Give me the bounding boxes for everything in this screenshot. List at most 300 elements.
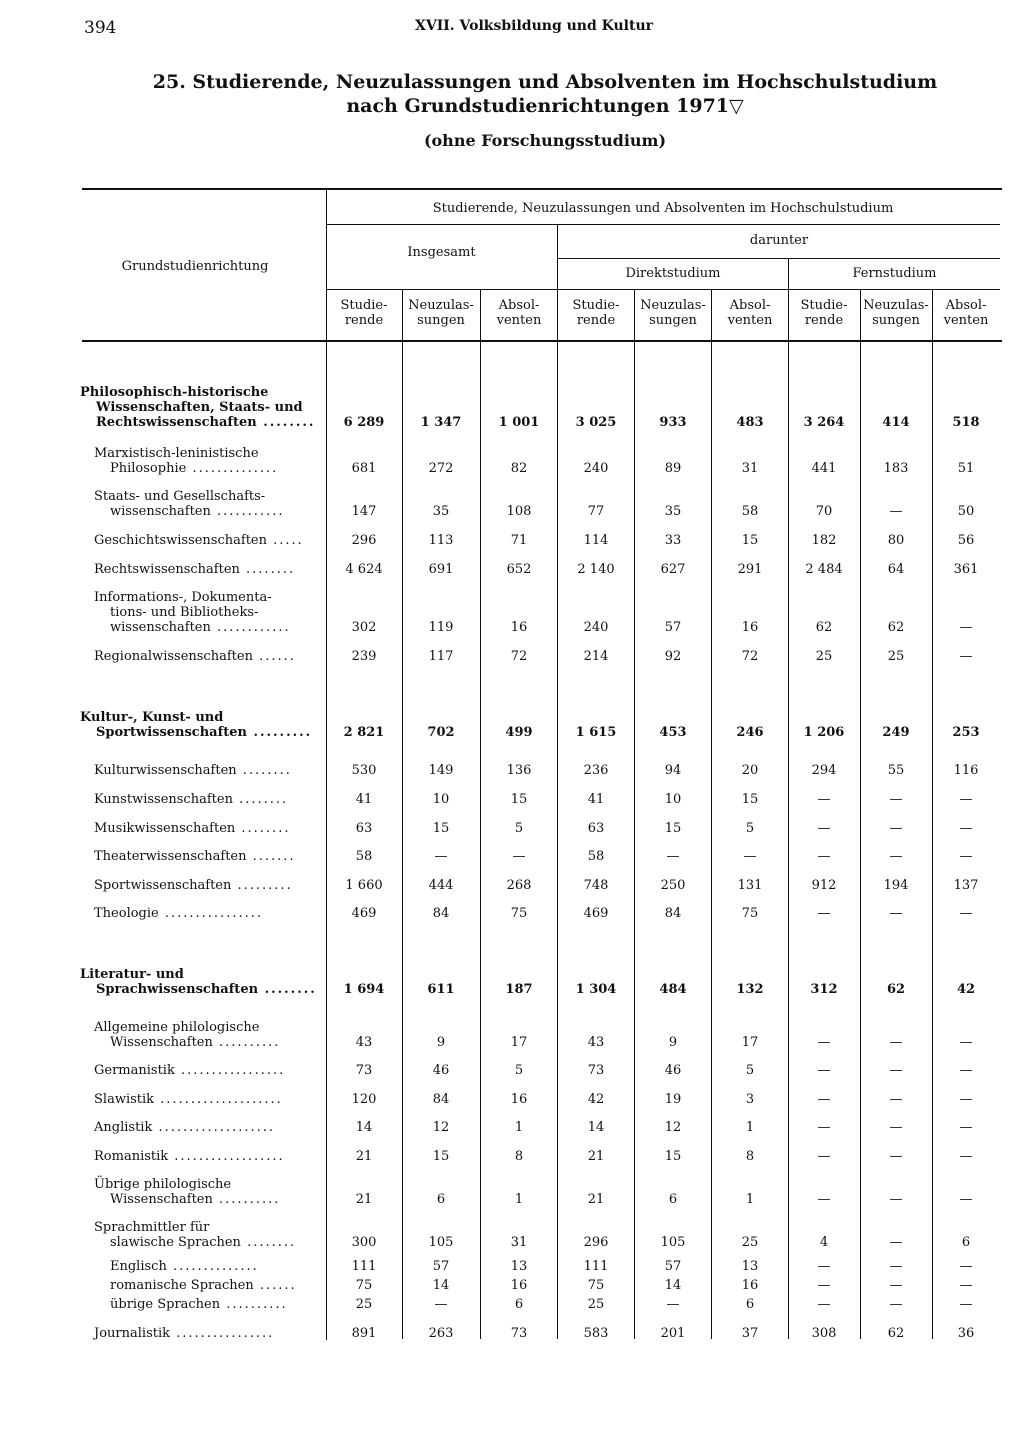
table-cell: 6	[961, 1235, 971, 1250]
table-cell: 1 615	[575, 725, 617, 740]
table-cell: 84	[664, 906, 682, 921]
table-cell: 63	[355, 821, 373, 836]
table-cell: 891	[351, 1326, 377, 1341]
table-cell: 21	[587, 1192, 605, 1207]
table-subtitle: (ohne Forschungsstudium)	[423, 131, 667, 150]
table-cell: 50	[957, 504, 975, 519]
row-label	[110, 1259, 259, 1274]
table-cell: 250	[660, 878, 686, 893]
table-cell: 16	[510, 1092, 528, 1107]
row-label-text: Musikwissenschaften	[94, 821, 236, 836]
table-cell: 312	[810, 982, 838, 997]
row-label	[110, 504, 284, 519]
table-cell: 1	[745, 1120, 755, 1135]
row-label	[110, 461, 278, 476]
table-cell: 10	[432, 792, 450, 807]
row-label	[94, 446, 259, 461]
table-cell: —	[817, 1278, 831, 1293]
table-cell: 46	[432, 1063, 450, 1078]
table-cell: 12	[432, 1120, 450, 1135]
table-cell: 58	[587, 849, 605, 864]
table-cell: 46	[664, 1063, 682, 1078]
table-cell: 41	[587, 792, 605, 807]
column-header-line: sungen	[872, 313, 920, 328]
row-label	[110, 620, 291, 635]
table-cell: 19	[664, 1092, 682, 1107]
row-label-text: Germanistik	[94, 1063, 175, 1078]
table-cell: 499	[505, 725, 533, 740]
row-label-text: Slawistik	[94, 1092, 155, 1107]
row-label	[94, 1092, 283, 1107]
leader-dots: ..........	[212, 1035, 281, 1050]
table-cell: 6	[514, 1297, 524, 1312]
column-header-line: Studie-	[800, 298, 848, 313]
row-label-text: Anglistik	[94, 1120, 153, 1135]
row-label	[94, 489, 265, 504]
table-cell: —	[817, 849, 831, 864]
row-label	[94, 562, 295, 577]
table-cell: 15	[510, 792, 528, 807]
table-cell: 75	[741, 906, 759, 921]
table-cell: —	[889, 906, 903, 921]
table-cell: 73	[587, 1063, 605, 1078]
table-cell: —	[666, 849, 680, 864]
table-cell: —	[817, 906, 831, 921]
table-cell: 13	[741, 1259, 759, 1274]
table-cell: 62	[887, 1326, 905, 1341]
table-cell: 15	[432, 821, 450, 836]
table-cell: 16	[510, 620, 528, 635]
table-cell: 1	[514, 1120, 524, 1135]
table-cell: 84	[432, 1092, 450, 1107]
table-cell: 132	[736, 982, 764, 997]
row-label-text: Theaterwissenschaften	[94, 849, 247, 864]
row-label	[80, 385, 268, 400]
table-cell: 308	[811, 1326, 837, 1341]
table-cell: 691	[428, 562, 454, 577]
table-cell: 108	[506, 504, 532, 519]
table-cell: 36	[957, 1326, 975, 1341]
table-cell: 51	[957, 461, 975, 476]
table-cell: 84	[432, 906, 450, 921]
leader-dots: ..............	[166, 1259, 259, 1274]
row-label-text: Wissenschaften	[110, 1192, 213, 1207]
table-cell: —	[959, 906, 973, 921]
table-cell: 25	[587, 1297, 605, 1312]
table-cell: —	[889, 504, 903, 519]
column-header-line: venten	[943, 313, 989, 328]
table-cell: —	[817, 1092, 831, 1107]
table-cell: 149	[428, 763, 454, 778]
table-cell: 35	[432, 504, 450, 519]
table-cell: 41	[355, 792, 373, 807]
table-cell: —	[959, 821, 973, 836]
table-cell: —	[959, 1035, 973, 1050]
table-cell: 15	[664, 1149, 682, 1164]
table-cell: 105	[428, 1235, 454, 1250]
leader-dots: ...........	[210, 504, 285, 519]
row-label	[94, 763, 292, 778]
table-cell: 77	[587, 504, 605, 519]
table-cell: 627	[660, 562, 686, 577]
leader-dots: ........	[232, 792, 289, 807]
table-cell: 933	[659, 415, 687, 430]
table-cell: 94	[664, 763, 682, 778]
table-cell: 912	[811, 878, 837, 893]
row-label	[94, 1149, 285, 1164]
table-cell: —	[889, 1259, 903, 1274]
table-cell: 17	[510, 1035, 528, 1050]
table-cell: 272	[428, 461, 454, 476]
table-cell: 469	[583, 906, 609, 921]
table-cell: 268	[506, 878, 532, 893]
table-cell: —	[817, 1120, 831, 1135]
row-label	[94, 821, 290, 836]
row-label	[94, 1120, 275, 1135]
row-label-text: Rechtswissenschaften	[96, 415, 257, 430]
table-cell: 113	[428, 533, 454, 548]
table-cell: 14	[432, 1278, 450, 1293]
row-label-text: Rechtswissenschaften	[94, 562, 240, 577]
table-cell: 10	[664, 792, 682, 807]
row-label-text: übrige Sprachen	[110, 1297, 221, 1312]
table-cell: —	[434, 1297, 448, 1312]
row-label	[96, 982, 317, 997]
table-cell: 89	[664, 461, 682, 476]
table-cell: 530	[351, 763, 377, 778]
table-cell: 114	[583, 533, 609, 548]
row-label-text: Sprachmittler für	[94, 1220, 210, 1235]
table-cell: 15	[432, 1149, 450, 1164]
table-cell: 1 347	[420, 415, 462, 430]
table-cell: 296	[351, 533, 377, 548]
table-title-line-2: nach Grundstudienrichtungen 1971▽	[346, 95, 744, 117]
table-cell: 483	[736, 415, 764, 430]
table-cell: 120	[351, 1092, 377, 1107]
table-cell: 58	[741, 504, 759, 519]
leader-dots: ..........	[212, 1192, 281, 1207]
table-cell: —	[959, 1120, 973, 1135]
table-cell: 33	[664, 533, 682, 548]
leader-dots: .........	[231, 878, 293, 893]
row-label	[94, 906, 263, 921]
table-cell: 2 821	[343, 725, 385, 740]
row-label	[110, 605, 258, 620]
table-cell: —	[743, 849, 757, 864]
table-cell: —	[889, 1235, 903, 1250]
row-label	[110, 1278, 297, 1293]
leader-dots: ..............	[186, 461, 279, 476]
table-cell: 183	[883, 461, 909, 476]
table-cell: 236	[583, 763, 609, 778]
table-cell: 201	[660, 1326, 686, 1341]
table-cell: 484	[659, 982, 687, 997]
column-header-line: Absol-	[498, 298, 540, 313]
row-label	[94, 1020, 259, 1035]
column-header-line: sungen	[417, 313, 465, 328]
table-cell: 702	[427, 725, 455, 740]
table-cell: 302	[351, 620, 377, 635]
darunter-header: darunter	[749, 233, 809, 248]
row-label	[80, 710, 223, 725]
row-label-text: romanische Sprachen	[110, 1278, 254, 1293]
column-header-line: venten	[496, 313, 542, 328]
table-cell: 239	[351, 649, 377, 664]
column-header-line: rende	[804, 313, 844, 328]
leader-dots: .........	[246, 725, 313, 740]
table-cell: 43	[355, 1035, 373, 1050]
leader-dots: ................	[158, 906, 263, 921]
row-label-text: Kunstwissenschaften	[94, 792, 233, 807]
table-cell: 42	[587, 1092, 605, 1107]
table-cell: 72	[510, 649, 528, 664]
table-cell: 296	[583, 1235, 609, 1250]
column-header-line: rende	[576, 313, 616, 328]
table-cell: 187	[505, 982, 533, 997]
table-cell: 63	[587, 821, 605, 836]
running-head: XVII. Volksbildung und Kultur	[414, 18, 654, 34]
table-cell: 8	[514, 1149, 524, 1164]
table-cell: —	[889, 849, 903, 864]
table-cell: 5	[514, 1063, 524, 1078]
table-cell: 1 660	[345, 878, 383, 893]
row-label	[96, 415, 315, 430]
table-cell: 64	[887, 562, 905, 577]
row-label	[94, 1063, 285, 1078]
column-header-line: venten	[727, 313, 773, 328]
table-cell: 240	[583, 620, 609, 635]
table-cell: 249	[882, 725, 910, 740]
table-cell: —	[959, 1259, 973, 1274]
table-cell: 16	[741, 620, 759, 635]
insgesamt-header: Insgesamt	[407, 245, 476, 260]
table-cell: 16	[741, 1278, 759, 1293]
table-cell: 5	[514, 821, 524, 836]
leader-dots: .......	[246, 849, 296, 864]
column-header-line: Studie-	[340, 298, 388, 313]
table-cell: 14	[587, 1120, 605, 1135]
table-cell: —	[512, 849, 526, 864]
table-cell: 263	[428, 1326, 454, 1341]
row-label	[110, 1035, 280, 1050]
stub-header: Grundstudienrichtung	[121, 259, 269, 274]
row-label-text: Staats- und Gesellschafts-	[94, 489, 266, 504]
table-cell: —	[959, 792, 973, 807]
table-cell: 9	[436, 1035, 446, 1050]
table-cell: 21	[355, 1149, 373, 1164]
table-cell: —	[959, 1192, 973, 1207]
table-cell: 31	[741, 461, 759, 476]
table-cell: 240	[583, 461, 609, 476]
table-cell: 15	[664, 821, 682, 836]
row-label-text: Sprachwissenschaften	[96, 982, 259, 997]
leader-dots: ........	[235, 821, 291, 836]
table-cell: 75	[587, 1278, 605, 1293]
row-label	[94, 878, 293, 893]
table-cell: 62	[815, 620, 833, 635]
column-header-line: Neuzulas-	[640, 298, 706, 313]
row-label	[94, 1326, 274, 1341]
table-cell: 6 289	[343, 415, 385, 430]
row-label-text: Übrige philologische	[94, 1177, 232, 1192]
table-cell: 611	[427, 982, 455, 997]
table-cell: 748	[583, 878, 609, 893]
table-cell: 73	[355, 1063, 373, 1078]
spanner-header: Studierende, Neuzulassungen und Absolventen im Hochschulstudium	[432, 201, 894, 216]
table-cell: 13	[510, 1259, 528, 1274]
table-cell: 92	[664, 649, 682, 664]
table-cell: 25	[887, 649, 905, 664]
table-cell: 5	[745, 1063, 755, 1078]
table-cell: 3 264	[803, 415, 845, 430]
table-cell: 14	[355, 1120, 373, 1135]
table-cell: 15	[741, 792, 759, 807]
row-label-text: wissenschaften	[110, 620, 211, 635]
row-label-text: Kultur-, Kunst- und	[80, 710, 224, 725]
table-cell: 6	[668, 1192, 678, 1207]
table-cell: 136	[506, 763, 532, 778]
column-header-line: Absol-	[729, 298, 771, 313]
table-cell: 111	[351, 1259, 377, 1274]
table-cell: 3	[745, 1092, 755, 1107]
leader-dots: .................	[174, 1063, 286, 1078]
table-cell: 62	[886, 982, 906, 997]
row-label	[94, 590, 272, 605]
table-cell: 518	[952, 415, 980, 430]
table-cell: 469	[351, 906, 377, 921]
table-cell: 25	[355, 1297, 373, 1312]
row-label-text: Englisch	[110, 1259, 167, 1274]
table-cell: 42	[956, 982, 976, 997]
table-cell: —	[817, 1259, 831, 1274]
table-cell: 57	[432, 1259, 450, 1274]
leader-dots: ........	[258, 982, 317, 997]
table-cell: —	[959, 620, 973, 635]
table-cell: —	[889, 1120, 903, 1135]
row-label	[94, 1220, 209, 1235]
row-label-text: Sportwissenschaften	[96, 725, 247, 740]
leader-dots: ......	[252, 649, 296, 664]
leader-dots: ................	[170, 1326, 275, 1341]
row-label	[94, 1177, 231, 1192]
table-cell: —	[434, 849, 448, 864]
table-cell: —	[817, 821, 831, 836]
table-cell: 1 694	[343, 982, 385, 997]
direkt-header: Direktstudium	[625, 266, 721, 281]
table-cell: 6	[436, 1192, 446, 1207]
table-cell: 15	[741, 533, 759, 548]
column-header-line: rende	[344, 313, 384, 328]
table-title-line-1: 25. Studierende, Neuzulassungen und Absolventen im Hochschulstudium	[152, 71, 938, 93]
table-cell: 253	[952, 725, 980, 740]
table-cell: 652	[506, 562, 532, 577]
table-cell: —	[959, 1278, 973, 1293]
table-cell: 1 304	[575, 982, 617, 997]
leader-dots: ......	[253, 1278, 297, 1293]
table-cell: 17	[741, 1035, 759, 1050]
table-cell: —	[666, 1297, 680, 1312]
table-cell: 116	[953, 763, 979, 778]
table-cell: 291	[737, 562, 763, 577]
table-cell: 70	[815, 504, 833, 519]
row-label-text: Theologie	[94, 906, 159, 921]
row-label-text: Sportwissenschaften	[94, 878, 232, 893]
leader-dots: ..........	[220, 1297, 288, 1312]
row-label-text: Allgemeine philologische	[94, 1020, 260, 1035]
table-cell: 214	[583, 649, 609, 664]
row-label	[110, 1192, 280, 1207]
row-label-text: Wissenschaften, Staats- und	[96, 400, 303, 415]
table-cell: 16	[510, 1278, 528, 1293]
table-cell: 12	[664, 1120, 682, 1135]
table-cell: 21	[355, 1192, 373, 1207]
row-label-text: Geschichtswissenschaften	[94, 533, 267, 548]
table-cell: —	[959, 1149, 973, 1164]
row-label-text: Informations-, Dokumenta-	[94, 590, 272, 605]
row-label	[96, 400, 303, 415]
page-number: 394	[84, 18, 117, 38]
table-cell: 1	[745, 1192, 755, 1207]
table-cell: 1 001	[498, 415, 540, 430]
table-cell: 3 025	[575, 415, 617, 430]
row-label	[94, 849, 296, 864]
table-cell: 25	[741, 1235, 759, 1250]
table-cell: 1	[514, 1192, 524, 1207]
table-cell: —	[889, 821, 903, 836]
table-cell: 2 484	[805, 562, 843, 577]
row-label-text: Marxistisch-leninistische	[94, 446, 259, 461]
table-cell: —	[889, 1035, 903, 1050]
table-cell: 5	[745, 821, 755, 836]
row-label	[94, 649, 296, 664]
table-cell: 57	[664, 620, 682, 635]
row-label-text: Romanistik	[94, 1149, 169, 1164]
table-cell: —	[889, 1092, 903, 1107]
column-header-line: Absol-	[945, 298, 987, 313]
fern-header: Fernstudium	[852, 266, 937, 281]
table-cell: 294	[811, 763, 837, 778]
table-cell: —	[889, 1192, 903, 1207]
table-cell: 25	[815, 649, 833, 664]
table-cell: 444	[428, 878, 454, 893]
table-cell: 111	[583, 1259, 609, 1274]
table-cell: —	[959, 849, 973, 864]
table-cell: 71	[510, 533, 528, 548]
table-cell: —	[817, 1063, 831, 1078]
leader-dots: .....	[266, 533, 304, 548]
table-cell: 246	[736, 725, 764, 740]
table-cell: 414	[882, 415, 910, 430]
table-cell: 681	[351, 461, 377, 476]
row-label-text: Wissenschaften	[110, 1035, 213, 1050]
table-cell: 117	[428, 649, 454, 664]
table-cell: 56	[957, 533, 975, 548]
table-cell: 20	[741, 763, 759, 778]
row-label-text: Literatur- und	[80, 967, 184, 982]
table-cell: 14	[664, 1278, 682, 1293]
table-cell: —	[959, 1092, 973, 1107]
row-label-text: slawische Sprachen	[110, 1235, 241, 1250]
table-cell: 21	[587, 1149, 605, 1164]
leader-dots: ............	[210, 620, 291, 635]
table-cell: —	[889, 1149, 903, 1164]
leader-dots: ........	[256, 415, 316, 430]
table-cell: 75	[510, 906, 528, 921]
column-header-line: Neuzulas-	[408, 298, 474, 313]
leader-dots: ...................	[152, 1120, 275, 1135]
table-cell: 35	[664, 504, 682, 519]
table-cell: —	[817, 1035, 831, 1050]
